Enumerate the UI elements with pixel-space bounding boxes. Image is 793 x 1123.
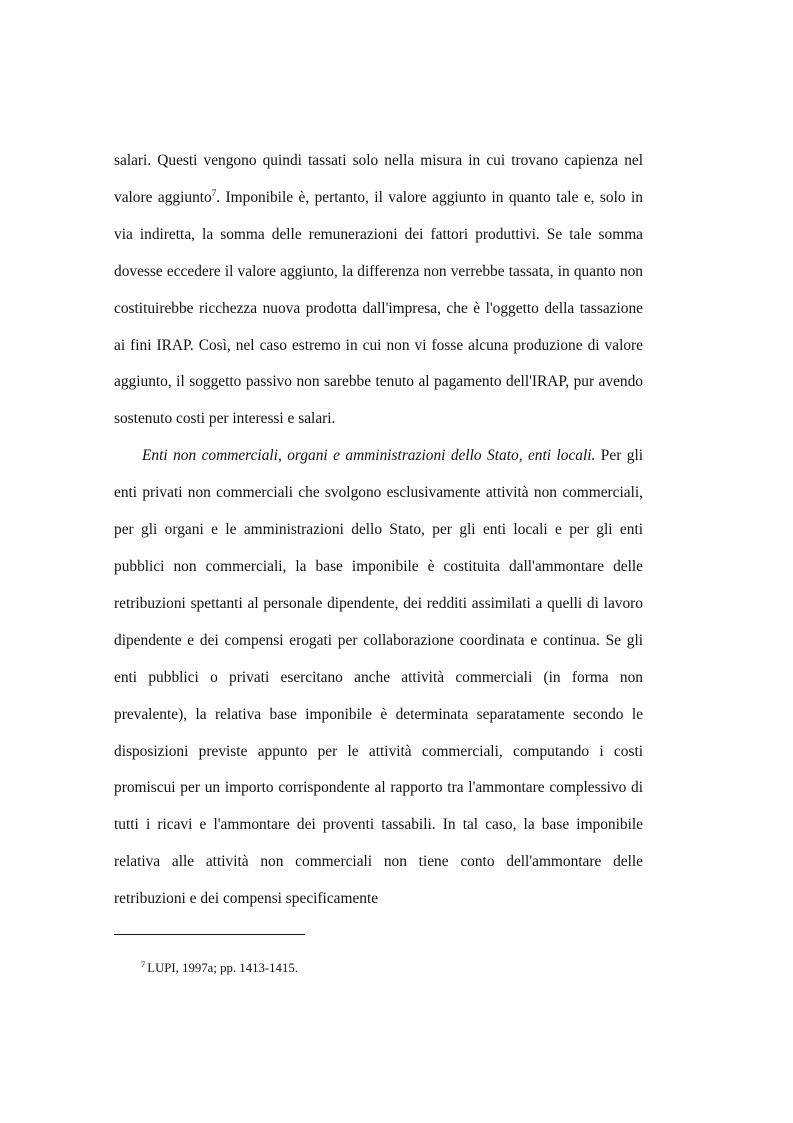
paragraph-1-text-start: salari. Questi vengono quindi tassati solo nella misura in cui trovano capienza nel valore aggiunto	[114, 152, 643, 206]
footnote-number: 7	[141, 958, 146, 969]
paragraph-2	[114, 438, 643, 918]
footnote-reference[interactable]: 7	[211, 187, 217, 198]
footnote-divider	[114, 934, 305, 935]
paragraph-1	[114, 143, 643, 438]
paragraph-1-text-end: . Imponibile è, pertanto, il valore aggiunto in quanto tale e, solo in via indiretta, la somma delle remunerazioni dei fattori produttivi. Se tale somma dovesse eccedere il valore aggiunto, la differenza non verrebbe tassata, in quanto non costituirebbe ricchezza nuova prodotta dall'impresa, che è l'oggetto della tassazione ai fini IRAP. Così, nel caso estremo in cui non vi fosse alcuna produzione di valore aggiunto, il soggetto passivo non sarebbe tenuto al pagamento dell'IRAP, pur avendo sostenuto costi per interessi e salari.	[114, 188, 643, 428]
paragraph-2-text: Per gli enti privati non commerciali che svolgono esclusivamente attività non commerciali, per gli organi e le amministrazioni dello Stato, per gli enti locali e per gli enti pubblici non commerciali, la base imponibile è costituita dall'ammontare delle retribuzioni spettanti al personale dipendente, dei redditi assimilati a quelli di lavoro dipendente e dei compensi erogati per collaborazione coordinata e continua. Se gli enti pubblici o privati esercitano anche attività commerciali (in forma non prevalente), la relativa base imponibile è determinata separatamente secondo le disposizioni previste appunto per le attività commerciali, computando i costi promiscui per un importo corrispondente al rapporto tra l'ammontare complessivo di tutti i ricavi e l'ammontare dei proventi tassabili. In tal caso, la base imponibile relativa alle attività non commerciali non tiene conto dell'ammontare delle retribuzioni e dei compensi specificamente	[114, 447, 643, 908]
footnote	[141, 960, 641, 976]
paragraph-2-heading: Enti non commerciali, organi e amministrazioni dello Stato, enti locali.	[142, 447, 596, 465]
body-text	[114, 143, 643, 918]
footnote-text: LUPI, 1997a; pp. 1413-1415.	[147, 961, 298, 975]
